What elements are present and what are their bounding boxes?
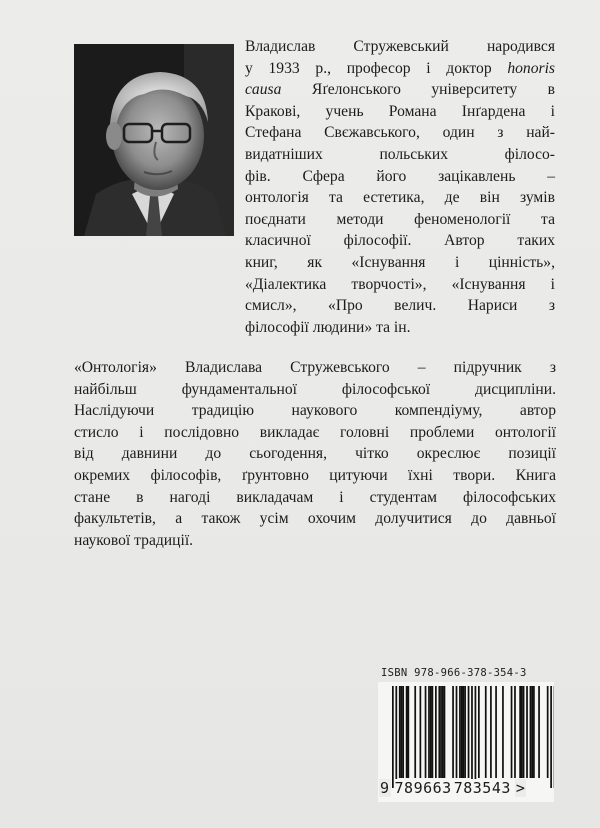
bio-line: філософії людини» та ін. bbox=[245, 318, 411, 336]
description-line: окремих філософів, ґрунтовно цитуючи їхні твори. Книга bbox=[74, 466, 556, 484]
bio-line: «Діалектика творчості», «Існування і bbox=[245, 275, 555, 293]
description-line: від давнини до сьогодення, чітко окреслює позиції bbox=[74, 445, 556, 463]
barcode-bar bbox=[452, 686, 454, 778]
barcode-guard-bar bbox=[392, 686, 394, 788]
barcode-bar bbox=[530, 686, 532, 778]
barcode-bar bbox=[430, 686, 432, 778]
author-bio bbox=[245, 36, 555, 338]
barcode-bar bbox=[463, 686, 465, 778]
bio-line: онтологія та естетика, де він зумів bbox=[245, 189, 555, 207]
ean-first-digit: 9 bbox=[380, 779, 390, 797]
barcode-bar bbox=[459, 686, 461, 778]
barcode-bar bbox=[478, 686, 480, 778]
bio-line: поєднати методи феноменології та bbox=[245, 210, 555, 228]
barcode-bar bbox=[444, 686, 446, 778]
description-line: найбільш фундаментальної філософської дисципліни. bbox=[74, 380, 556, 398]
barcode-bar bbox=[425, 686, 427, 778]
barcode-bar bbox=[420, 686, 422, 778]
barcode-bar bbox=[401, 686, 403, 778]
barcode-bar bbox=[514, 686, 516, 778]
bio-line: видатніших польських філосо- bbox=[245, 145, 555, 163]
barcode-bar bbox=[414, 686, 416, 778]
barcode-bar bbox=[406, 686, 408, 778]
bio-line: у 1933 р., професор і доктор honoris bbox=[245, 59, 555, 77]
barcode-bar bbox=[502, 686, 504, 778]
bio-line: книг, як «Існування і цінність», bbox=[245, 253, 555, 271]
description-line: наукової традиції. bbox=[74, 531, 194, 549]
barcode-guard-bar bbox=[475, 686, 477, 788]
barcode-bar bbox=[428, 686, 430, 778]
barcode-guard-bar bbox=[395, 686, 397, 788]
barcode-bar bbox=[523, 686, 525, 778]
barcode-bar bbox=[511, 686, 513, 778]
barcode-bar bbox=[468, 686, 470, 778]
bio-italic: honoris bbox=[507, 59, 555, 77]
bio-line: Стефана Свєжавського, один з най- bbox=[245, 124, 555, 142]
description-line: Наслідуючи традицію наукового компендіуму, автор bbox=[74, 402, 556, 420]
barcode-bar bbox=[402, 686, 404, 778]
bio-line: Владислав Стружевський народився bbox=[245, 38, 555, 55]
barcode-bar bbox=[533, 686, 535, 778]
barcode-bar bbox=[461, 686, 463, 778]
barcode-bar bbox=[456, 686, 458, 778]
barcode-bar bbox=[519, 686, 521, 778]
author-photo bbox=[74, 44, 234, 236]
bio-line: класичної філософії. Автор таких bbox=[245, 232, 555, 250]
book-description bbox=[74, 357, 556, 551]
description-line: стане в нагоді викладачам і студентам філософських bbox=[74, 488, 556, 506]
barcode-bar bbox=[521, 686, 523, 778]
barcode-bar bbox=[495, 686, 497, 778]
description-line: «Онтологія» Владислава Стружевського – підручник з bbox=[74, 359, 556, 376]
barcode-bar bbox=[464, 686, 466, 778]
ean-quiet-zone-marker: > bbox=[515, 779, 526, 797]
description-line: стисло і послідовно викладає головні проблеми онтології bbox=[74, 423, 556, 441]
barcode-guard-bar bbox=[471, 686, 473, 788]
barcode-bar bbox=[526, 686, 528, 778]
barcode-guard-bar bbox=[550, 686, 552, 788]
description-line: факультетів, а також усім охочим долучитися до давньої bbox=[74, 510, 556, 528]
barcode-bar bbox=[485, 686, 487, 778]
barcode-bar bbox=[432, 686, 434, 778]
bio-line: смисл», «Про велич. Нариси з bbox=[245, 297, 555, 315]
barcode-bar bbox=[407, 686, 409, 778]
barcode-bar bbox=[531, 686, 533, 778]
ean-right-group: 783543 bbox=[453, 779, 511, 797]
barcode-bar bbox=[547, 686, 549, 778]
barcode-bar bbox=[442, 686, 444, 778]
bio-line: фів. Сфера його зацікавлень – bbox=[245, 167, 555, 185]
barcode-bar bbox=[440, 686, 442, 778]
bio-italic: causa bbox=[245, 81, 282, 99]
ean-left-group: 789663 bbox=[394, 779, 452, 797]
isbn-label: ISBN 978-966-378-354-3 bbox=[381, 667, 527, 679]
bio-line: Кракові, учень Романа Інґардена і bbox=[245, 102, 555, 120]
barcode-bar bbox=[490, 686, 492, 778]
ean-number bbox=[379, 779, 526, 797]
barcode-bar bbox=[538, 686, 540, 778]
bio-line: causa Яґелонського університету в bbox=[245, 81, 556, 99]
barcode-bar bbox=[435, 686, 437, 778]
barcode-bar bbox=[399, 686, 401, 778]
barcode-bar bbox=[438, 686, 440, 778]
